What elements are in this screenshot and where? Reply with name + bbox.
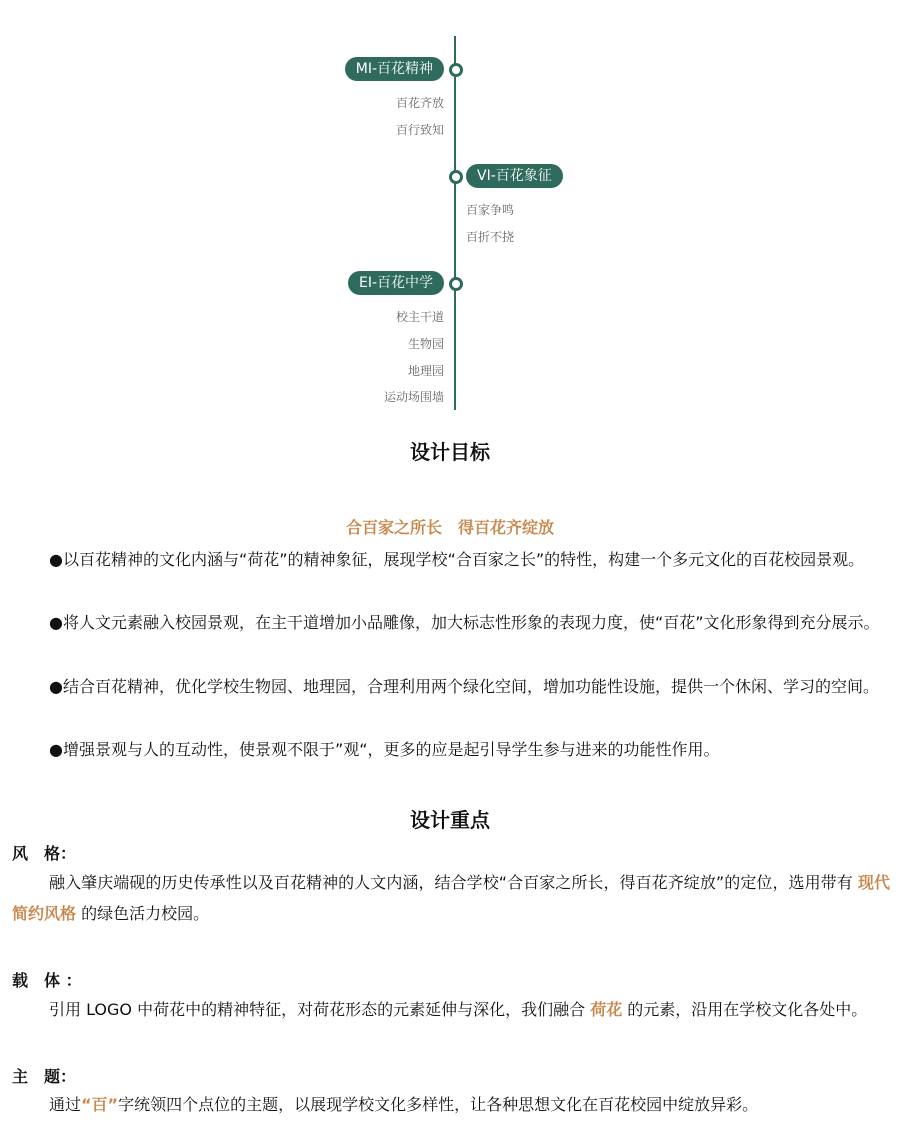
goal-bullet: ●增强景观与人的互动性，使景观不限于”观“，更多的应是起引导学生参与进来的功能性作用。 [49, 740, 720, 759]
theme-paragraph [12, 1089, 890, 1120]
mind-map-connector-dot [449, 63, 463, 77]
mind-map-connector-dot [449, 170, 463, 184]
mind-map-leaf: 地理园 [407, 364, 444, 378]
goals-slogan: 合百家之所长 得百花齐绽放 [345, 518, 554, 537]
mind-map-connector-dot [449, 277, 463, 291]
carrier-label: 载 体 ： [12, 971, 82, 990]
mind-map-node-vi: VI-百花象征 [466, 164, 563, 188]
goal-bullet: ●以百花精神的文化内涵与“荷花”的精神象征，展现学校“合百家之长”的特性，构建一个多元文化的百花校园景观。 [49, 550, 865, 569]
section-title-focus: 设计重点 [410, 808, 490, 832]
style-highlight: 现代简约风格 [12, 873, 890, 923]
mind-map-leaf: 运动场围墙 [383, 390, 444, 404]
theme-text: 通过 [49, 1095, 82, 1114]
carrier-paragraph [12, 994, 890, 1025]
goal-bullet: ●将人文元素融入校园景观，在主干道增加小品雕像，加大标志性形象的表现力度，使“百花”文化形象得到充分展示。 [49, 613, 880, 632]
style-label: 风 格： [12, 844, 77, 863]
mind-map-leaf: 百家争鸣 [466, 203, 515, 217]
theme-text-end: 字统领四个点位的主题，以展现学校文化多样性，让各种思想文化在百花校园中绽放异彩。 [118, 1095, 759, 1114]
mind-map-node-mi: MI-百花精神 [345, 57, 444, 81]
mind-map-leaf: 百行致知 [395, 123, 444, 137]
mind-map-leaf: 校主干道 [395, 310, 444, 324]
mind-map-leaf: 百花齐放 [395, 96, 444, 110]
mind-map-node-ei: EI-百花中学 [348, 271, 444, 295]
goal-bullet: ●结合百花精神，优化学校生物园、地理园，合理利用两个绿化空间，增加功能性设施，提供一个休闲、学习的空间。 [49, 677, 879, 696]
mind-map-axis [454, 36, 456, 410]
theme-highlight: “百” [81, 1095, 119, 1114]
carrier-highlight: 荷花 [590, 1000, 623, 1019]
mind-map [0, 0, 900, 420]
style-paragraph [12, 867, 890, 929]
carrier-text: 引用 LOGO 中荷花中的精神特征，对荷花形态的元素延伸与深化，我们融合 [49, 1000, 591, 1019]
style-text: 融入肇庆端砚的历史传承性以及百花精神的人文内涵，结合学校“合百家之所长，得百花齐绽放”的定位，选用带有 [49, 873, 858, 892]
mind-map-leaf: 生物园 [407, 337, 444, 351]
carrier-text-end: 的元素，沿用在学校文化各处中。 [622, 1000, 868, 1019]
style-text-end: 的绿色活力校园。 [76, 904, 210, 923]
mind-map-leaf: 百折不挠 [466, 230, 515, 244]
section-title-goals: 设计目标 [410, 440, 490, 464]
theme-label: 主 题： [12, 1067, 77, 1086]
